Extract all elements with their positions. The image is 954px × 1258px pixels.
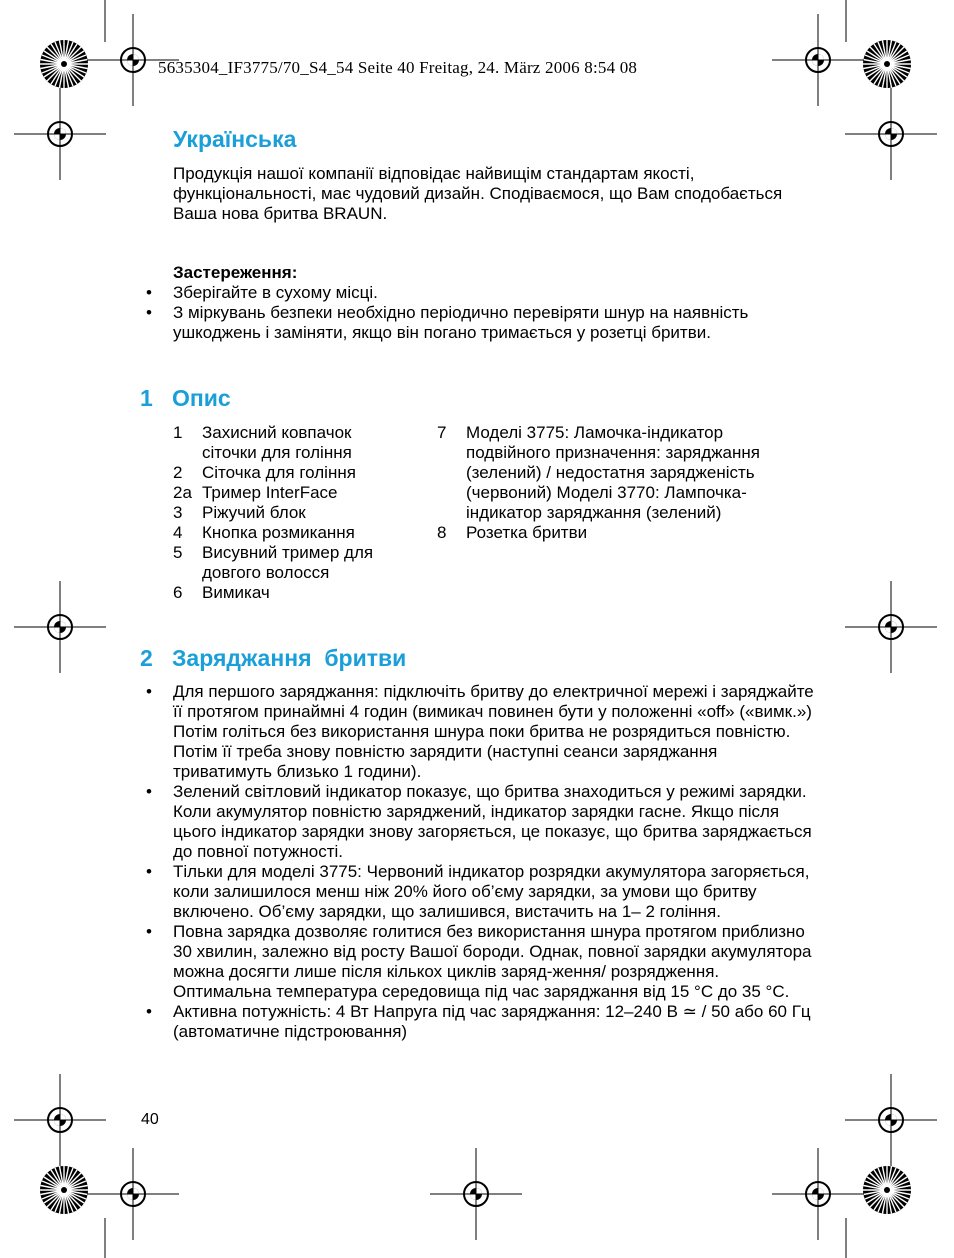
list-item: • Повна зарядка дозволяє голитися без використання шнура протягом приблизно 30 хвилин, залежно від росту Вашої бороди. Однак, повної зарядки акумулятора можна досягти лише після кількох циклів заряд-ження/ розрядження. Оптимальна температура середовища під час заряджання від 15 °C до 35 °C. bbox=[173, 922, 818, 1002]
section-2-heading bbox=[140, 645, 406, 672]
list-item: 4 Кнопка розмикання bbox=[173, 523, 355, 542]
parts-list-right bbox=[437, 423, 807, 543]
section-1-title: Опис bbox=[172, 385, 231, 411]
list-item: • Зберігайте в сухому місці. bbox=[173, 283, 818, 303]
section-1-heading bbox=[140, 385, 231, 412]
list-item: • З міркувань безпеки необхідно періодично перевіряти шнур на наявність ушкоджень і заміняти, якщо він погано тримається у розетці бритви. bbox=[173, 303, 818, 343]
list-item: 1 Захисний ковпачок сіточки для гоління bbox=[173, 423, 352, 462]
warnings-title: Застереження: bbox=[173, 263, 298, 282]
section-1-number: 1 bbox=[140, 385, 153, 411]
charging-list bbox=[173, 682, 818, 1042]
list-item: 8 Розетка бритви bbox=[437, 523, 588, 542]
warnings-section bbox=[173, 263, 818, 343]
intro-paragraph: Продукція нашої компанії відповідає найвищім стандартам якості, функціональності, має чудовий дизайн. Сподіваємося, що Вам сподобається Ваша нова бритва BRAUN. bbox=[173, 164, 783, 223]
warnings-list bbox=[173, 283, 818, 343]
list-item: • Зелений світловий індикатор показує, що бритва знаходиться у режимі зарядки. Коли акумулятор повністю заряджений, індикатор зарядки гасне. Якщо після цього індикатор зарядки знову загоряється, це показує, що бритва заряджається до повної потужності. bbox=[173, 782, 818, 862]
list-item: • Для першого заряджання: підключіть бритву до електричної мережі і заряджайте її протягом принаймні 4 годин (вимикач повинен бути у положенні «off» («вимк.») Потім голіться без використання шнура поки бритва не розрядиться повністю. Потім її треба знову повністю зарядити (наступні сеанси заряджання триватимуть близько 1 години). bbox=[173, 682, 818, 782]
page-number: 40 bbox=[141, 1111, 159, 1128]
section-2-title: Заряджання бритви bbox=[172, 645, 407, 671]
list-item: • Тільки для моделі 3775: Червоний індикатор розрядки акумулятора загоряється, коли залишилося менш ніж 20% його об’єму зарядки, за умови що бритву включено. Об’єму зарядки, що залишився, вистачить на 1– 2 гоління. bbox=[173, 862, 818, 922]
language-title: Українська bbox=[173, 126, 297, 152]
parts-list-left bbox=[173, 423, 403, 603]
list-item: 6 Вимикач bbox=[173, 583, 270, 602]
list-item: 3 Ріжучий блок bbox=[173, 503, 306, 522]
print-imprint: 5635304_IF3775/70_S4_54 Seite 40 Freitag, 24. März 2006 8:54 08 bbox=[158, 58, 638, 77]
list-item: 5 Висувний тример для довгого волосся bbox=[173, 543, 374, 582]
section-2-number: 2 bbox=[140, 645, 153, 671]
list-item: 2 Сіточка для гоління bbox=[173, 463, 356, 482]
list-item: 2a Тример InterFace bbox=[173, 483, 338, 502]
list-item: 7 Моделі 3775: Ламочка-індикатор подвійного призначення: заряджання (зелений) / недостатня зарядженість (червоний) Моделі 3770: Лампочка-індикатор заряджання (зелений) bbox=[437, 423, 760, 522]
list-item: • Активна потужність: 4 Вт Напруга під час заряджання: 12–240 В ≃ / 50 або 60 Гц (автоматичне підстроювання) bbox=[173, 1002, 818, 1042]
